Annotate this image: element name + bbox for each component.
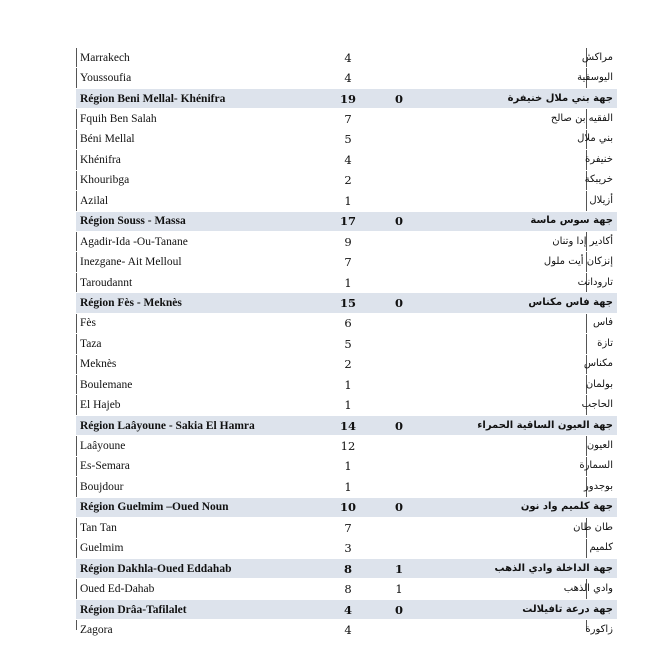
city-row	[76, 129, 617, 149]
city-row	[76, 518, 617, 538]
extra-cell	[362, 129, 436, 149]
name-ar-cell: مكناس	[436, 354, 617, 374]
region-row	[76, 558, 617, 578]
city-row	[76, 48, 617, 68]
name-ar-cell: جهة العيون الساقية الحمراء	[436, 415, 617, 435]
city-row	[76, 252, 617, 272]
name-ar-cell: اليوسفية	[436, 68, 617, 88]
table-body	[76, 48, 617, 640]
city-row	[76, 191, 617, 211]
name-ar-cell: جهة سوس ماسة	[436, 211, 617, 231]
city-row	[76, 272, 617, 292]
extra-cell	[362, 150, 436, 170]
name-fr-cell: Béni Mellal	[76, 129, 334, 149]
count-cell: 14	[334, 415, 362, 435]
name-fr-cell: Khouribga	[76, 170, 334, 190]
city-row	[76, 375, 617, 395]
count-cell: 2	[334, 354, 362, 374]
name-fr-cell: Taza	[76, 334, 334, 354]
count-cell: 12	[334, 436, 362, 456]
name-ar-cell: بوجدور	[436, 477, 617, 497]
count-cell: 17	[334, 211, 362, 231]
name-fr-cell: Boujdour	[76, 477, 334, 497]
name-fr-cell: Khénifra	[76, 150, 334, 170]
city-row	[76, 354, 617, 374]
extra-cell	[362, 538, 436, 558]
count-cell: 7	[334, 109, 362, 129]
name-ar-cell: زاكورة	[436, 620, 617, 640]
name-ar-cell: السمارة	[436, 456, 617, 476]
extra-cell	[362, 170, 436, 190]
count-cell: 8	[334, 558, 362, 578]
count-cell: 7	[334, 518, 362, 538]
name-fr-cell: Agadir-Ida -Ou-Tanane	[76, 231, 334, 251]
extra-cell: 1	[362, 558, 436, 578]
count-cell: 1	[334, 456, 362, 476]
count-cell: 4	[334, 48, 362, 68]
name-ar-cell: تازة	[436, 334, 617, 354]
city-row	[76, 620, 617, 640]
name-ar-cell: أزيلال	[436, 191, 617, 211]
extra-cell	[362, 456, 436, 476]
count-cell: 9	[334, 231, 362, 251]
count-cell: 10	[334, 497, 362, 517]
name-ar-cell: جهة بني ملال خنيفرة	[436, 88, 617, 108]
city-row	[76, 313, 617, 333]
count-cell: 3	[334, 538, 362, 558]
name-ar-cell: خنيفرة	[436, 150, 617, 170]
count-cell: 6	[334, 313, 362, 333]
name-fr-cell: Boulemane	[76, 375, 334, 395]
extra-cell	[362, 68, 436, 88]
extra-cell: 0	[362, 415, 436, 435]
count-cell: 5	[334, 129, 362, 149]
count-cell: 7	[334, 252, 362, 272]
extra-cell	[362, 334, 436, 354]
city-row	[76, 68, 617, 88]
name-ar-cell: العيون	[436, 436, 617, 456]
extra-cell	[362, 436, 436, 456]
extra-cell	[362, 313, 436, 333]
city-row	[76, 109, 617, 129]
name-fr-cell: Fquih Ben Salah	[76, 109, 334, 129]
name-fr-cell: Oued Ed-Dahab	[76, 579, 334, 599]
extra-cell	[362, 272, 436, 292]
count-cell: 8	[334, 579, 362, 599]
name-fr-cell: Laâyoune	[76, 436, 334, 456]
name-fr-cell: Région Beni Mellal- Khénifra	[76, 88, 334, 108]
name-fr-cell: Région Fès - Meknès	[76, 293, 334, 313]
extra-cell: 0	[362, 599, 436, 619]
region-row	[76, 293, 617, 313]
name-ar-cell: بني ملال	[436, 129, 617, 149]
extra-cell: 0	[362, 88, 436, 108]
city-row	[76, 150, 617, 170]
region-city-table	[76, 48, 617, 641]
name-fr-cell: Fès	[76, 313, 334, 333]
name-ar-cell: فاس	[436, 313, 617, 333]
count-cell: 1	[334, 272, 362, 292]
name-fr-cell: Inezgane- Ait Melloul	[76, 252, 334, 272]
name-fr-cell: Guelmim	[76, 538, 334, 558]
city-row	[76, 231, 617, 251]
name-fr-cell: Meknès	[76, 354, 334, 374]
name-ar-cell: الفقيه بن صالح	[436, 109, 617, 129]
name-fr-cell: Région Dakhla-Oued Eddahab	[76, 558, 334, 578]
region-row	[76, 211, 617, 231]
city-row	[76, 170, 617, 190]
extra-cell	[362, 48, 436, 68]
city-row	[76, 456, 617, 476]
city-row	[76, 334, 617, 354]
extra-cell: 0	[362, 211, 436, 231]
extra-cell: 0	[362, 497, 436, 517]
name-ar-cell: الحاجب	[436, 395, 617, 415]
region-row	[76, 415, 617, 435]
name-fr-cell: El Hajeb	[76, 395, 334, 415]
city-row	[76, 579, 617, 599]
count-cell: 1	[334, 191, 362, 211]
extra-cell	[362, 252, 436, 272]
name-fr-cell: Marrakech	[76, 48, 334, 68]
name-ar-cell: جهة فاس مكناس	[436, 293, 617, 313]
name-ar-cell: أكادير إدا وتنان	[436, 231, 617, 251]
name-fr-cell: Région Souss - Massa	[76, 211, 334, 231]
count-cell: 4	[334, 620, 362, 640]
name-ar-cell: جهة الداخلة وادي الذهب	[436, 558, 617, 578]
extra-cell	[362, 109, 436, 129]
name-ar-cell: بولمان	[436, 375, 617, 395]
extra-cell	[362, 375, 436, 395]
extra-cell	[362, 620, 436, 640]
count-cell: 4	[334, 68, 362, 88]
name-fr-cell: Région Laâyoune - Sakia El Hamra	[76, 415, 334, 435]
city-row	[76, 477, 617, 497]
count-cell: 15	[334, 293, 362, 313]
city-row	[76, 395, 617, 415]
count-cell: 1	[334, 477, 362, 497]
name-fr-cell: Région Drâa-Tafilalet	[76, 599, 334, 619]
extra-cell	[362, 518, 436, 538]
name-fr-cell: Azilal	[76, 191, 334, 211]
count-cell: 4	[334, 150, 362, 170]
name-fr-cell: Es-Semara	[76, 456, 334, 476]
region-row	[76, 599, 617, 619]
region-row	[76, 497, 617, 517]
name-ar-cell: مراكش	[436, 48, 617, 68]
name-fr-cell: Taroudannt	[76, 272, 334, 292]
name-fr-cell: Youssoufia	[76, 68, 334, 88]
extra-cell	[362, 231, 436, 251]
city-row	[76, 436, 617, 456]
count-cell: 5	[334, 334, 362, 354]
extra-cell: 1	[362, 579, 436, 599]
name-ar-cell: جهة درعة تافيلالت	[436, 599, 617, 619]
extra-cell	[362, 395, 436, 415]
region-row	[76, 88, 617, 108]
name-ar-cell: إنزكان أيت ملول	[436, 252, 617, 272]
name-fr-cell: Région Guelmim –Oued Noun	[76, 497, 334, 517]
name-ar-cell: طان طان	[436, 518, 617, 538]
count-cell: 19	[334, 88, 362, 108]
city-row	[76, 538, 617, 558]
name-ar-cell: كلميم	[436, 538, 617, 558]
extra-cell	[362, 354, 436, 374]
name-ar-cell: وادي الذهب	[436, 579, 617, 599]
count-cell: 1	[334, 395, 362, 415]
region-table-page	[76, 48, 613, 641]
name-ar-cell: خريبكة	[436, 170, 617, 190]
extra-cell	[362, 191, 436, 211]
name-ar-cell: تارودانت	[436, 272, 617, 292]
count-cell: 4	[334, 599, 362, 619]
name-fr-cell: Tan Tan	[76, 518, 334, 538]
count-cell: 1	[334, 375, 362, 395]
count-cell: 2	[334, 170, 362, 190]
name-ar-cell: جهة كلميم واد نون	[436, 497, 617, 517]
extra-cell	[362, 477, 436, 497]
name-fr-cell: Zagora	[76, 620, 334, 640]
extra-cell: 0	[362, 293, 436, 313]
